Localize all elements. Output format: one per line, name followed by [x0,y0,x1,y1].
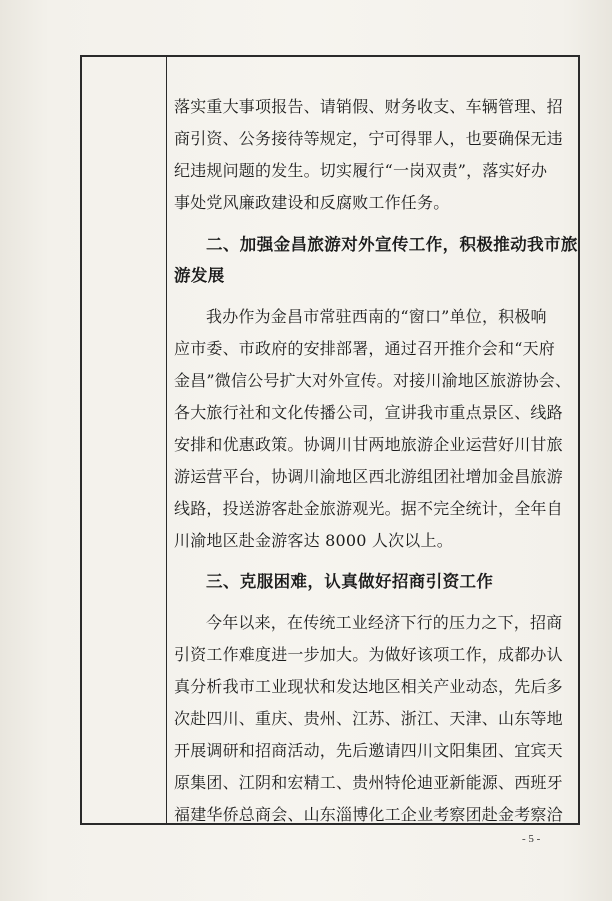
body-line: 应市委、市政府的安排部署，通过召开推介会和“天府 [174,339,555,358]
body-line: 原集团、江阴和宏精工、贵州特伦迪亚新能源、西班牙 [174,773,563,792]
body-line: 真分析我市工业现状和发达地区相关产业动态，先后多 [174,677,563,696]
body-line: 各大旅行社和文化传播公司，宣讲我市重点景区、线路 [174,403,563,422]
table-left-column [82,57,167,823]
body-line: 今年以来，在传统工业经济下行的压力之下，招商 [206,613,563,632]
document-table [80,55,580,825]
body-line: 纪违规问题的发生。切实履行“一岗双责”，落实好办 [174,161,548,180]
body-line: 线路，投送游客赴金旅游观光。据不完全统计，全年自 [174,499,563,518]
body-line: 次赴四川、重庆、贵州、江苏、浙江、天津、山东等地 [174,709,563,728]
section-heading-continued: 游发展 [174,266,225,285]
body-line: 落实重大事项报告、请销假、财务收支、车辆管理、招 [174,97,563,116]
section-heading: 三、克服困难，认真做好招商引资工作 [206,572,494,591]
table-content-cell [174,57,578,824]
body-line: 安排和优惠政策。协调川甘两地旅游企业运营好川甘旅 [174,435,563,454]
body-line: 福建华侨总商会、山东淄博化工企业考察团赴金考察洽 [174,805,563,824]
body-line: 金昌”微信公号扩大对外宣传。对接川渝地区旅游协会、 [174,371,572,390]
body-line: 商引资、公务接待等规定，宁可得罪人，也要确保无违 [174,129,563,148]
body-line: 开展调研和招商活动，先后邀请四川文阳集团、宜宾天 [174,741,563,760]
body-line: 引资工作难度进一步加大。为做好该项工作，成都办认 [174,645,563,664]
section-heading: 二、加强金昌旅游对外宣传工作，积极推动我市旅 [206,235,578,254]
body-line: 川渝地区赴金游客达 8000 人次以上。 [174,531,453,550]
body-line: 游运营平台，协调川渝地区西北游组团社增加金昌旅游 [174,467,563,486]
page-number: - 5 - [522,833,541,845]
body-line: 我办作为金昌市常驻西南的“窗口”单位，积极响 [206,307,547,326]
body-line: 事处党风廉政建设和反腐败工作任务。 [174,193,450,212]
